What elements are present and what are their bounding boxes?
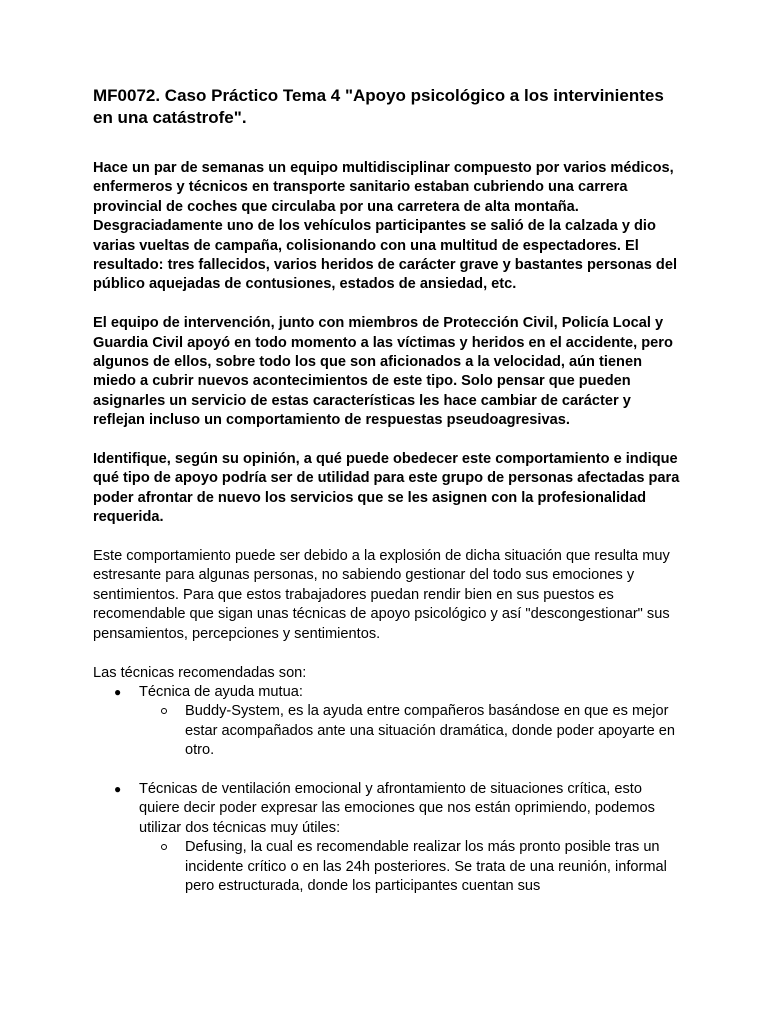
case-paragraph-1: Hace un par de semanas un equipo multidisciplinar compuesto por varios médicos, enfermeros y técnicos en transporte sanitario estaban cubriendo una carrera provincial de coches que circulaba por una carretera de alta montaña. Desgraciadamente uno de los vehículos participantes se salió de la calzada y dio varias vueltas de campaña, colisionando con una multitud de espectadores. El resultado: tres fallecidos, varios heridos de carácter grave y bastantes personas del público aquejadas de contusiones, estados de ansiedad, etc. xyxy=(93,160,677,293)
list-item xyxy=(139,838,683,896)
technique-label: Técnicas de ventilación emocional y afrontamiento de situaciones crítica, esto quiere decir poder expresar las emociones que nos están oprimiendo, podemos utilizar dos técnicas muy útiles: xyxy=(139,780,655,836)
bullet-icon: ● xyxy=(114,781,122,796)
technique-detail: Defusing, la cual es recomendable realizar los más pronto posible tras un incidente crítico o en las 24h posteriores. Se trata de una reunión, informal pero estructurada, donde los participantes cuentan sus xyxy=(185,839,667,894)
document-title: MF0072. Caso Práctico Tema 4 "Apoyo psicológico a los intervinientes en una catástrofe". xyxy=(93,86,664,127)
list-item xyxy=(139,702,683,760)
case-paragraph-2: El equipo de intervención, junto con miembros de Protección Civil, Policía Local y Guardia Civil apoyó en todo momento a las víctimas y heridos en el accidente, pero algunos de ellos, sobre todo los que son aficionados a la velocidad, aún tienen miedo a cubrir nuevos acontecimientos de este tipo. Solo pensar que pueden asignarles un servicio de estas características les hace cambiar de carácter y reflejan incluso un comportamiento de respuestas pseudoagresivas. xyxy=(93,315,673,429)
case-question: Identifique, según su opinión, a qué puede obedecer este comportamiento e indique qué tipo de apoyo podría ser de utilidad para este grupo de personas afectadas para poder afrontar de nuevo los servicios que se les asignen con la profesionalidad requerida. xyxy=(93,451,680,526)
sub-list xyxy=(139,838,683,896)
sub-list xyxy=(139,702,683,760)
list-item xyxy=(93,683,683,761)
techniques-list xyxy=(93,683,683,896)
hollow-bullet-icon xyxy=(161,844,167,850)
technique-label: Técnica de ayuda mutua: xyxy=(139,683,303,700)
bullet-icon: ● xyxy=(114,684,122,699)
hollow-bullet-icon xyxy=(161,708,167,714)
techniques-intro: Las técnicas recomendadas son: xyxy=(93,664,307,681)
technique-detail: Buddy-System, es la ayuda entre compañeros basándose en que es mejor estar acompañados ante una situación dramática, donde poder apoyarte en otro. xyxy=(185,703,676,759)
list-item xyxy=(93,780,683,896)
document-page xyxy=(93,85,683,896)
answer-paragraph: Este comportamiento puede ser debido a la explosión de dicha situación que resulta muy estresante para algunas personas, no sabiendo gestionar del todo sus emociones y sentimientos. Para que estos trabajadores puedan rendir bien en sus puestos es recomendable que sigan unas técnicas de apoyo psicológico y así "descongestionar" sus pensamientos, percepciones y sentimientos. xyxy=(93,548,670,642)
